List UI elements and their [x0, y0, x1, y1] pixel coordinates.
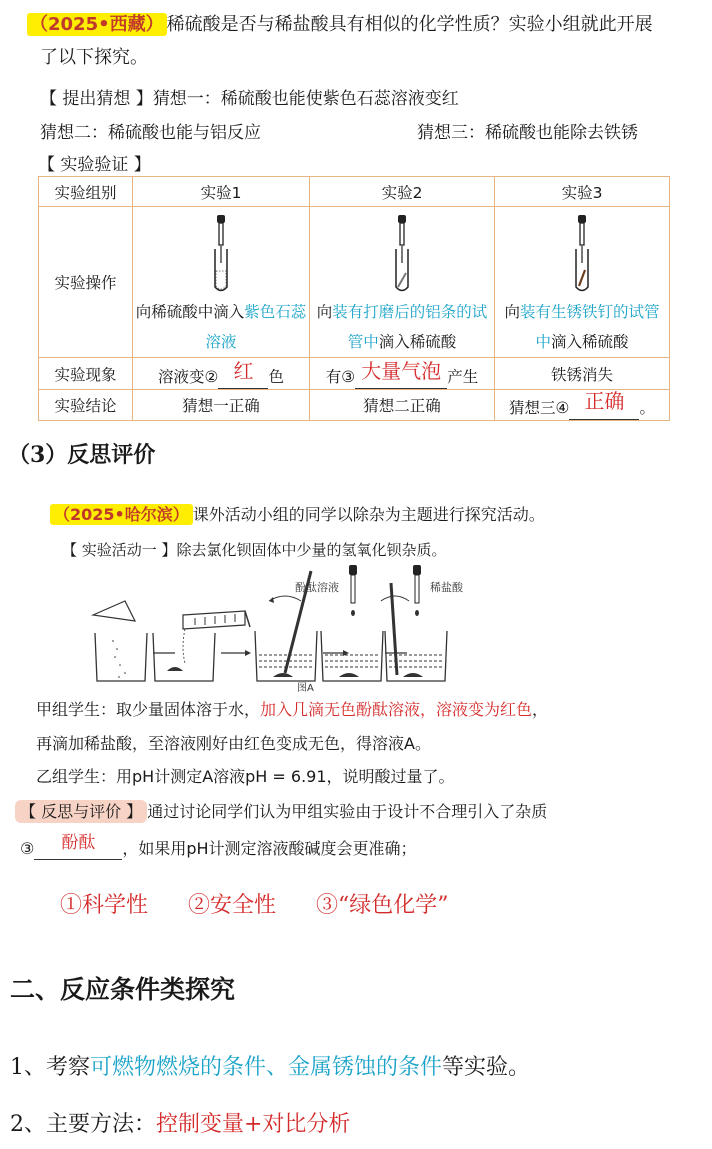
groupA-line2: 再滴加稀盐酸，至溶液刚好由红色变成无色，得溶液A。: [36, 734, 431, 753]
row-label-phenomenon: 实验现象: [39, 358, 133, 390]
dropper-hcl-icon: [413, 565, 421, 616]
c3-pre: 猜想三④: [509, 399, 570, 417]
section2-title: 二、反应条件类探究: [10, 975, 236, 1004]
reflect-text2: ，如果用pH计测定溶液酸碱度会更准确；: [122, 839, 417, 858]
reflect-line1: [15, 799, 547, 822]
hypothesis-3: 猜想三：稀硫酸也能除去铁锈: [417, 123, 638, 143]
test-tube-nail-icon: [567, 213, 597, 295]
groupA-line1: [36, 697, 548, 720]
reflect-line2: [20, 834, 417, 860]
point1-highlight: 可燃物燃烧的条件、金属锈蚀的条件: [90, 1055, 443, 1080]
answer-blank-3: [355, 359, 447, 389]
hypothesis-label: 【 提出猜想 】: [40, 89, 153, 109]
test-tube-dropper-icon: [206, 213, 236, 295]
op-cell-2: [310, 207, 495, 358]
point2-pre: 2、主要方法：: [10, 1112, 156, 1137]
conclusion-3: [495, 390, 670, 421]
op3-highlight: 装有生锈铁钉的试管中: [520, 303, 660, 351]
groupA-end: ，: [532, 700, 549, 719]
hypothesis-2: 猜想二：稀硫酸也能与铝反应: [40, 123, 261, 143]
phenomenon-3: 铁锈消失: [495, 358, 670, 390]
answer-blank-4: [569, 390, 639, 420]
q1-intro-line1: 稀硫酸是否与稀盐酸具有相似的化学性质？实验小组就此开展: [166, 14, 653, 35]
table-row: [39, 177, 670, 207]
op2-post: 滴入稀硫酸: [378, 333, 457, 351]
ph1-post: 色: [268, 367, 284, 386]
reflect-label: 【 反思与评价 】: [15, 800, 147, 823]
beaker-5-icon: [381, 583, 447, 681]
groupA-highlight: 加入几滴无色酚酞溶液，溶液变为红色: [260, 700, 533, 719]
point2-highlight: 控制变量+对比分析: [156, 1112, 351, 1137]
principle-2: ②安全性: [188, 893, 277, 918]
answer-phenolphthalein: 酚酞: [61, 833, 96, 853]
hypothesis-1: 猜想一：稀硫酸也能使紫色石蕊溶液变红: [152, 89, 459, 109]
answer-2: 红: [233, 358, 254, 383]
q1-hypothesis-line: [40, 84, 459, 109]
q2-intro-text: 课外活动小组的同学以除杂为主题进行探究活动。: [192, 505, 545, 524]
fig-label-hcl: 稀盐酸: [430, 581, 463, 594]
q2-intro: [50, 502, 545, 525]
point1-pre: 1、考察: [10, 1055, 90, 1080]
q2-source-tag: （2025•哈尔滨）: [50, 504, 193, 525]
fig-caption: 图A: [297, 683, 314, 693]
row-label-group: 实验组别: [39, 177, 133, 207]
header-exp2: 实验2: [310, 177, 495, 207]
c3-post: 。: [639, 399, 655, 417]
groupA-pre: 甲组学生：取少量固体溶于水，: [36, 700, 261, 719]
principles-row: [60, 888, 449, 919]
test-tube-aluminum-icon: [387, 213, 417, 295]
op2-highlight: 装有打磨后的铝条的试管中: [332, 303, 488, 351]
principle-1: ①科学性: [60, 893, 149, 918]
conclusion-1: 猜想一正确: [133, 390, 310, 421]
beaker-2-icon: [153, 633, 215, 681]
phenomenon-1: [133, 358, 310, 390]
answer-3: 大量气泡: [361, 358, 442, 383]
op1-pre: 向稀硫酸中滴入: [135, 303, 245, 321]
op3-pre: 向: [504, 303, 520, 321]
point1-post: 等实验。: [442, 1055, 531, 1080]
verify-label: 【 实验验证 】: [38, 155, 151, 175]
graduated-cylinder-icon: [183, 611, 250, 663]
q1-intro: [27, 11, 707, 39]
experiment-table: [38, 176, 670, 421]
activity-text: 除去氯化钡固体中少量的氢氧化钡杂质。: [176, 541, 447, 559]
op-cell-3: [495, 207, 670, 358]
q2-activity: [62, 539, 447, 560]
header-exp1: 实验1: [133, 177, 310, 207]
op2-pre: 向: [316, 303, 333, 321]
reflect-text: 通过讨论同学们认为甲组实验由于设计不合理引入了杂质: [147, 802, 548, 821]
op1-highlight: 紫色石蕊溶液: [205, 303, 307, 351]
activity-label: 【 实验活动一 】: [62, 541, 177, 559]
answer-blank-2: [218, 359, 268, 389]
dropper-phenolphthalein-icon: [349, 565, 357, 616]
table-row: [39, 207, 670, 358]
conclusion-2: 猜想二正确: [310, 390, 495, 421]
answer-4: 正确: [584, 389, 625, 413]
blank-number: ③: [20, 839, 35, 858]
principle-3: ③“绿色化学”: [316, 893, 449, 918]
table-row: [39, 358, 670, 390]
row-label-conclusion: 实验结论: [39, 390, 133, 421]
ph1-pre: 溶液变②: [158, 367, 219, 386]
ph2-post: 产生: [447, 367, 479, 386]
table-row: [39, 390, 670, 421]
figure-a-apparatus: [85, 563, 505, 693]
fig-label-phenolphthalein: 酚酞溶液: [295, 581, 339, 594]
row-label-operation: 实验操作: [39, 207, 133, 358]
beaker-4-icon: [321, 631, 383, 681]
phenomenon-2: [310, 358, 495, 390]
op-cell-1: [133, 207, 310, 358]
q1-intro-line2: 了以下探究。: [40, 47, 148, 68]
op3-post: 滴入稀硫酸: [551, 333, 629, 351]
answer-blank-phenolphthalein: [34, 834, 122, 860]
header-exp3: 实验3: [495, 177, 670, 207]
groupB-line: 乙组学生：用pH计测定A溶液pH = 6.91，说明酸过量了。: [36, 767, 455, 786]
q1-source-tag: （2025•西藏）: [27, 13, 167, 36]
point-2: [10, 1107, 350, 1138]
op1-text: [133, 297, 309, 357]
op2-text: [310, 297, 494, 357]
beaker-1-icon: [93, 601, 147, 681]
point-1: [10, 1050, 530, 1081]
section3-title: （3）反思评价: [8, 442, 156, 468]
op3-text: [495, 297, 669, 357]
ph2-pre: 有③: [325, 367, 356, 386]
